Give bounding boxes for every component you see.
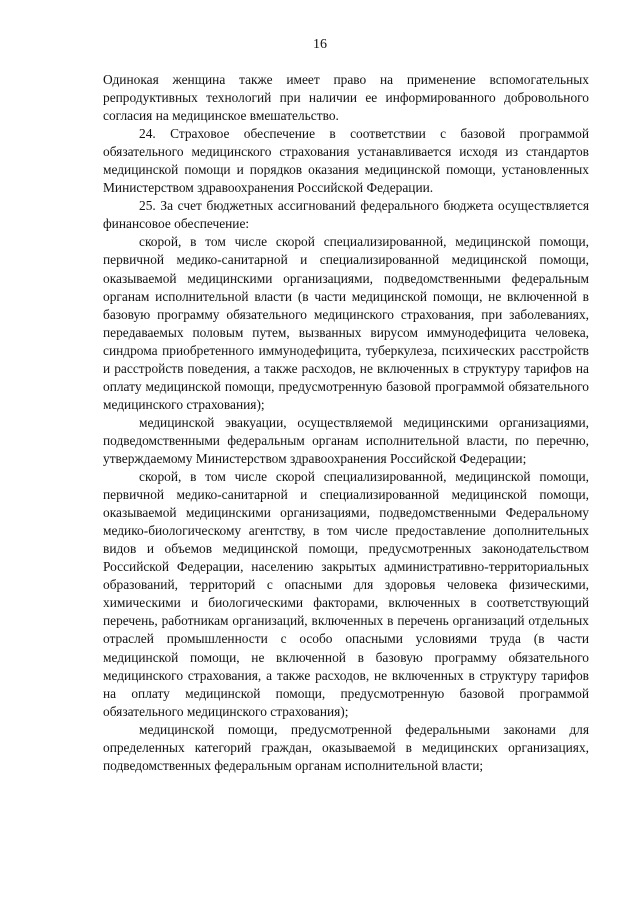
paragraph-federal-laws-care: медицинской помощи, предусмотренной федеральными законами для определенных категорий граждан, оказываемой в медицинских организациях, подведомственных федеральным органам исполнительной власти; [103,721,589,773]
paragraph-item-24: 24. Страховое обеспечение в соответствии с базовой программой обязательного медицинского страхования устанавливается исходя из стандартов медицинской помощи и порядков оказания медицинской помощи, установленных Министерством здравоохранения Российской Федерации. [103,126,589,196]
paragraph-emergency-care-federal: скорой, в том числе скорой специализированной, медицинской помощи, первичной медико-санитарной и специализированной медицинской помощи, оказываемой медицинскими организациями, подведомственными федеральным органам исполнительной власти (в части медицинской помощи, не включенной в базовую программу обязательного медицинского страхования, при заболеваниях, передаваемых половым путем, вызванных вирусом иммунодефицита человека, синдрома приобретенного иммунодефицита, туберкулеза, психических расстройств и расстройств поведения, а также расходов, не включенных в структуру тарифов на оплату медицинской помощи, предусмотренную базовой программой обязательного медицинского страхования); [103,234,589,412]
paragraph-item-25: 25. За счет бюджетных ассигнований федерального бюджета осуществляется финансовое обеспечение: [103,198,589,232]
paragraph-fmba-care: скорой, в том числе скорой специализированной, медицинской помощи, первичной медико-санитарной и специализированной медицинской помощи, оказываемой медицинскими организациями, подведомственными Федеральному медико-биологическому агентству, в том числе предоставление дополнительных видов и объемов медицинской помощи, предусмотренных законодательством Российской Федерации, населению закрытых административно-территориальных образований, территорий с опасными для здоровья человека физическими, химическими и биологическими факторами, включенных в соответствующий перечень, работникам организаций, включенных в перечень организаций отдельных отраслей промышленности с особо опасными условиями труда (в части медицинской помощи, не включенной в базовую программу обязательного медицинского страхования, а также расходов, не включенных в структуру тарифов на оплату медицинской помощи, предусмотренную базовой программой обязательного медицинского страхования); [103,469,589,719]
document-body [103,71,589,775]
page-number: 16 [313,37,327,52]
paragraph-medical-evacuation: медицинской эвакуации, осуществляемой медицинскими организациями, подведомственными федеральным органам исполнительной власти, по перечню, утверждаемому Министерством здравоохранения Российской Федерации; [103,414,589,466]
paragraph-single-woman-reproductive: Одинокая женщина также имеет право на применение вспомогательных репродуктивных технологий при наличии ее информированного добровольного согласия на медицинское вмешательство. [103,72,589,124]
